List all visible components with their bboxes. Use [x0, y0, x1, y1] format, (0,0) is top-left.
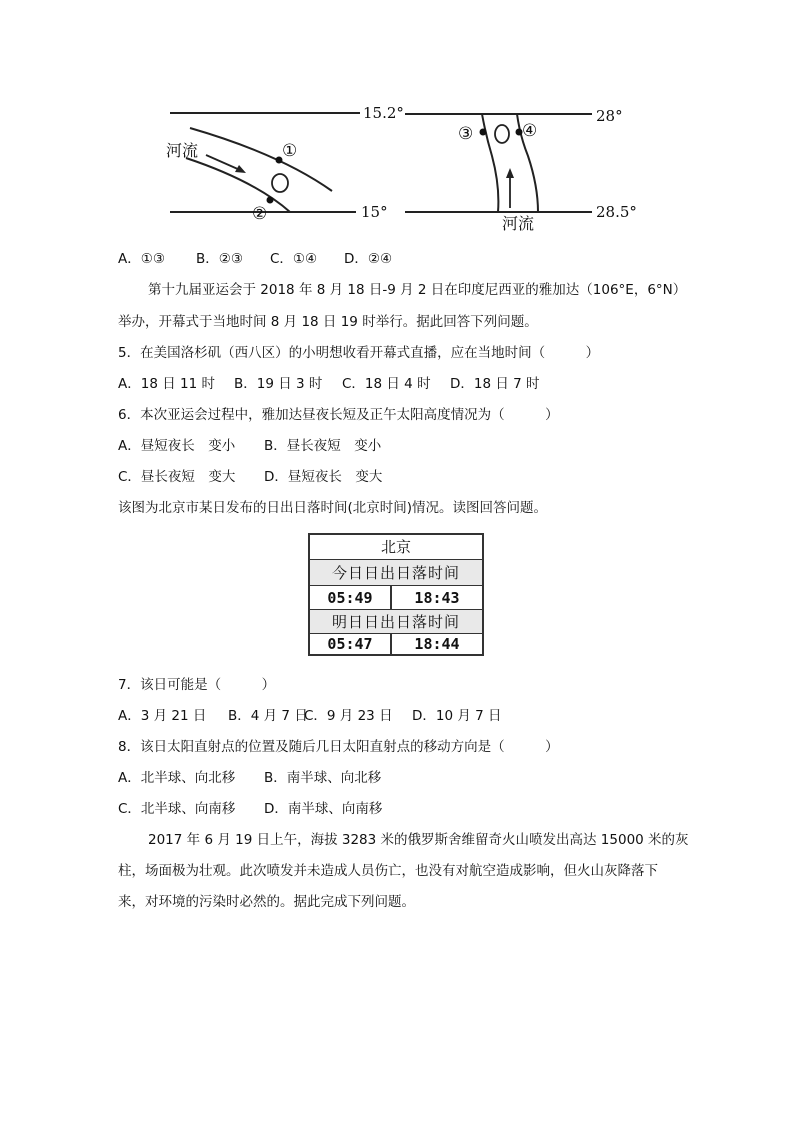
sunrise-intro: 该图为北京市某日发布的日出日落时间(北京时间)情况。读图回答问题。 [118, 500, 548, 516]
q7-option-b: B．4 月 7 日 [228, 708, 308, 724]
asian-games-intro-line1: 第十九届亚运会于 2018 年 8 月 18 日-9 月 2 日在印度尼西亚的雅加达（106°E，6°N） [148, 282, 687, 298]
q4-option-b: B．②③ [196, 251, 243, 267]
q6-stem: 6．本次亚运会过程中，雅加达昼夜长短及正午太阳高度情况为（ ） [118, 407, 559, 423]
q8-option-c: C．北半球、向南移 [118, 801, 236, 817]
volcano-intro-line3: 来，对环境的污染时必然的。据此完成下列问题。 [118, 894, 415, 910]
latitude-label-15-2: 15.2° [363, 104, 404, 122]
q5-stem: 5．在美国洛杉矶（西八区）的小明想收看开幕式直播，应在当地时间（ ） [118, 345, 600, 361]
island-right [495, 125, 509, 143]
today-sunset: 18:43 [414, 589, 460, 607]
island-left [272, 174, 288, 192]
q5-option-b: B．19 日 3 时 [234, 376, 323, 392]
sunrise-sunset-table [308, 533, 484, 656]
q4-option-d: D．②④ [344, 251, 393, 267]
q7-option-d: D．10 月 7 日 [412, 708, 502, 724]
point-2-dot [267, 197, 274, 204]
volcano-intro-line2: 柱，场面极为壮观。此次喷发并未造成人员伤亡，也没有对航空造成影响，但火山灰降落下 [118, 863, 658, 879]
q5-option-a: A．18 日 11 时 [118, 376, 215, 392]
latitude-label-28: 28° [596, 107, 623, 125]
q6-option-b: B．昼长夜短 变小 [264, 438, 382, 454]
point-3-dot [480, 129, 487, 136]
tomorrow-sunset: 18:44 [414, 635, 460, 653]
latitude-label-15: 15° [361, 203, 388, 221]
table-city: 北京 [310, 535, 482, 560]
flow-arrowhead-right [506, 168, 514, 178]
asian-games-intro-line2: 举办，开幕式于当地时间 8 月 18 日 19 时举行。据此回答下列问题。 [118, 314, 538, 330]
q7-option-a: A．3 月 21 日 [118, 708, 207, 724]
q8-stem: 8．该日太阳直射点的位置及随后几日太阳直射点的移动方向是（ ） [118, 739, 559, 755]
q8-option-d: D．南半球、向南移 [264, 801, 383, 817]
river-label-left: 河流 [166, 141, 199, 160]
river-figure [160, 96, 650, 236]
latitude-label-28-5: 28.5° [596, 203, 637, 221]
left-river-panel [166, 104, 404, 224]
point-1-label: ① [282, 141, 298, 161]
table-tomorrow-row [310, 634, 482, 654]
right-river-panel [405, 107, 637, 233]
q4-option-c: C．①④ [270, 251, 318, 267]
table-tomorrow-header: 明日日出日落时间 [310, 610, 482, 634]
today-sunrise: 05:49 [310, 586, 392, 609]
q6-option-d: D．昼短夜长 变大 [264, 469, 383, 485]
q8-option-b: B．南半球、向北移 [264, 770, 382, 786]
q5-option-c: C．18 日 4 时 [342, 376, 431, 392]
volcano-intro-line1: 2017 年 6 月 19 日上午，海拔 3283 米的俄罗斯舍维留奇火山喷发出高达 15000 米的灰 [148, 832, 689, 848]
table-today-row [310, 586, 482, 610]
q5-option-d: D．18 日 7 时 [450, 376, 540, 392]
q6-option-c: C．昼长夜短 变大 [118, 469, 236, 485]
q7-stem: 7．该日可能是（ ） [118, 677, 276, 693]
q8-option-a: A．北半球、向北移 [118, 770, 236, 786]
q6-option-a: A．昼短夜长 变小 [118, 438, 236, 454]
q7-option-c: C．9 月 23 日 [304, 708, 393, 724]
q4-option-a: A．①③ [118, 251, 165, 267]
point-4-label: ④ [522, 121, 538, 141]
point-2-label: ② [252, 204, 268, 224]
river-label-right: 河流 [502, 214, 535, 233]
river-bank-upper [190, 128, 332, 191]
tomorrow-sunrise: 05:47 [310, 634, 392, 654]
point-3-label: ③ [458, 124, 474, 144]
table-today-header: 今日日出日落时间 [310, 560, 482, 586]
